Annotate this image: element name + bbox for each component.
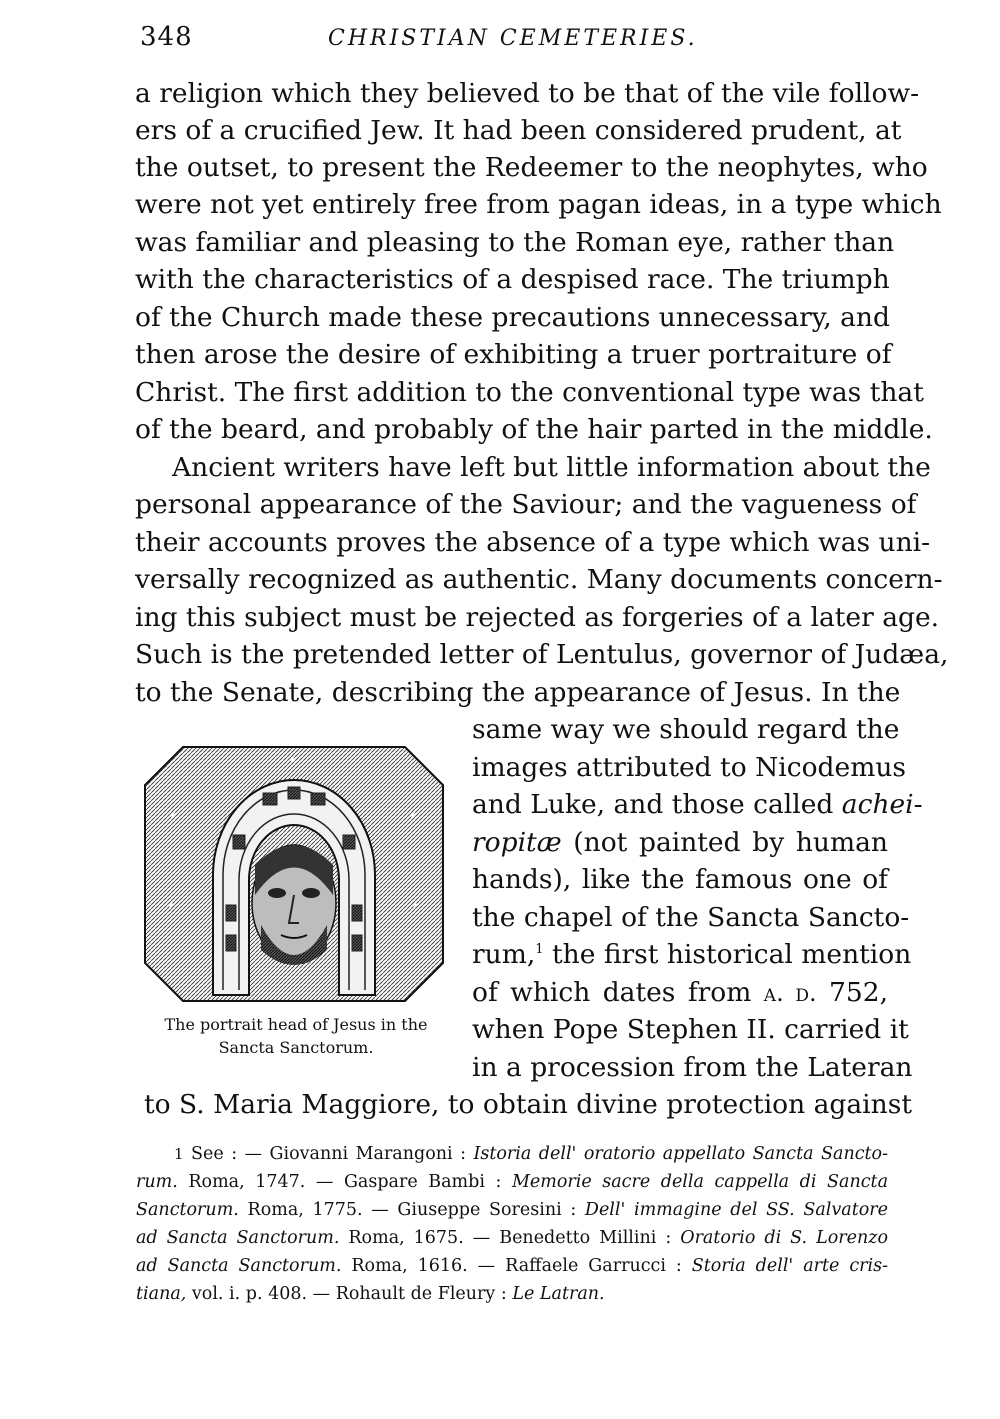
footnote-line: Sanctorum. Roma, 1775. — Giuseppe Soresini : Dell' immagine del SS. Salvatore — [136, 1200, 888, 1220]
text-line: hands), like the famous one of — [472, 864, 888, 895]
text-line: versally recognized as authentic. Many documents concern- — [135, 564, 943, 595]
text-line: when Pope Stephen II. carried it — [472, 1014, 909, 1045]
face-illustration — [252, 845, 336, 965]
text-line: ers of a crucified Jew. It had been considered prudent, at — [135, 115, 902, 146]
text-line: was familiar and pleasing to the Roman eye, rather than — [135, 227, 895, 258]
text-line: ing this subject must be rejected as forgeries of a later age. — [135, 602, 940, 633]
text-line: rum,$^1$ the first historical mention — [472, 939, 912, 970]
footnote-line: ad Sancta Sanctorum. Roma, 1616. — Raffaele Garrucci : Storia dell' arte cris- — [136, 1256, 889, 1276]
text-line: of which dates from a. d. 752, — [472, 977, 888, 1008]
text-line: ropitæ (not painted by human — [472, 827, 888, 858]
footnote-ref: 1 — [535, 942, 544, 958]
portrait-illustration — [143, 745, 445, 1003]
running-head: CHRISTIAN CEMETERIES. — [328, 26, 698, 51]
text-line: same way we should regard the — [472, 714, 900, 745]
footnote-line: tiana, vol. i. p. 408. — Rohault de Fleury : Le Latran. — [136, 1284, 605, 1304]
text-line: the chapel of the Sancta Sancto- — [472, 902, 910, 933]
text-line: personal appearance of the Saviour; and the vagueness of — [135, 489, 917, 520]
footnote-line: rum. Roma, 1747. — Gaspare Bambi : Memorie sacre della cappella di Sancta — [136, 1172, 888, 1192]
footnote-line: ad Sancta Sanctorum. Roma, 1675. — Benedetto Millini : Oratorio di S. Lorenzo — [136, 1228, 888, 1248]
text-line: their accounts proves the absence of a type which was uni- — [135, 527, 931, 558]
text-line: Ancient writers have left but little information about the — [172, 452, 931, 483]
text-line: of the beard, and probably of the hair parted in the middle. — [135, 414, 933, 445]
text-line: Such is the pretended letter of Lentulus, governor of Judæa, — [135, 639, 949, 670]
text-line: the outset, to present the Redeemer to the neophytes, who — [135, 152, 928, 183]
text-line: with the characteristics of a despised race. The triumph — [135, 264, 890, 295]
page-header — [140, 18, 892, 58]
text-line: a religion which they believed to be that of the vile follow- — [135, 78, 920, 109]
text-line: Christ. The first addition to the conventional type was that — [135, 377, 924, 408]
text-line: of the Church made these precautions unnecessary, and — [135, 302, 890, 333]
text-line: and Luke, and those called achei- — [472, 789, 923, 820]
text-line: in a procession from the Lateran — [472, 1052, 913, 1083]
text-line: to the Senate, describing the appearance of Jesus. In the — [135, 677, 901, 708]
page-number: 348 — [140, 22, 193, 52]
portrait-figure — [143, 745, 445, 1003]
text-line: were not yet entirely free from pagan ideas, in a type which — [135, 189, 942, 220]
text-line: then arose the desire of exhibiting a truer portraiture of — [135, 339, 892, 370]
figure-caption: The portrait head of Jesus in the Sancta Sanctorum. — [164, 1015, 428, 1057]
footnote-line: 1 See : — Giovanni Marangoni : Istoria dell' oratorio appellato Sancta Sancto- — [174, 1144, 888, 1164]
text-line: images attributed to Nicodemus — [472, 752, 906, 783]
text-line: to S. Maria Maggiore, to obtain divine protection against — [144, 1089, 912, 1120]
